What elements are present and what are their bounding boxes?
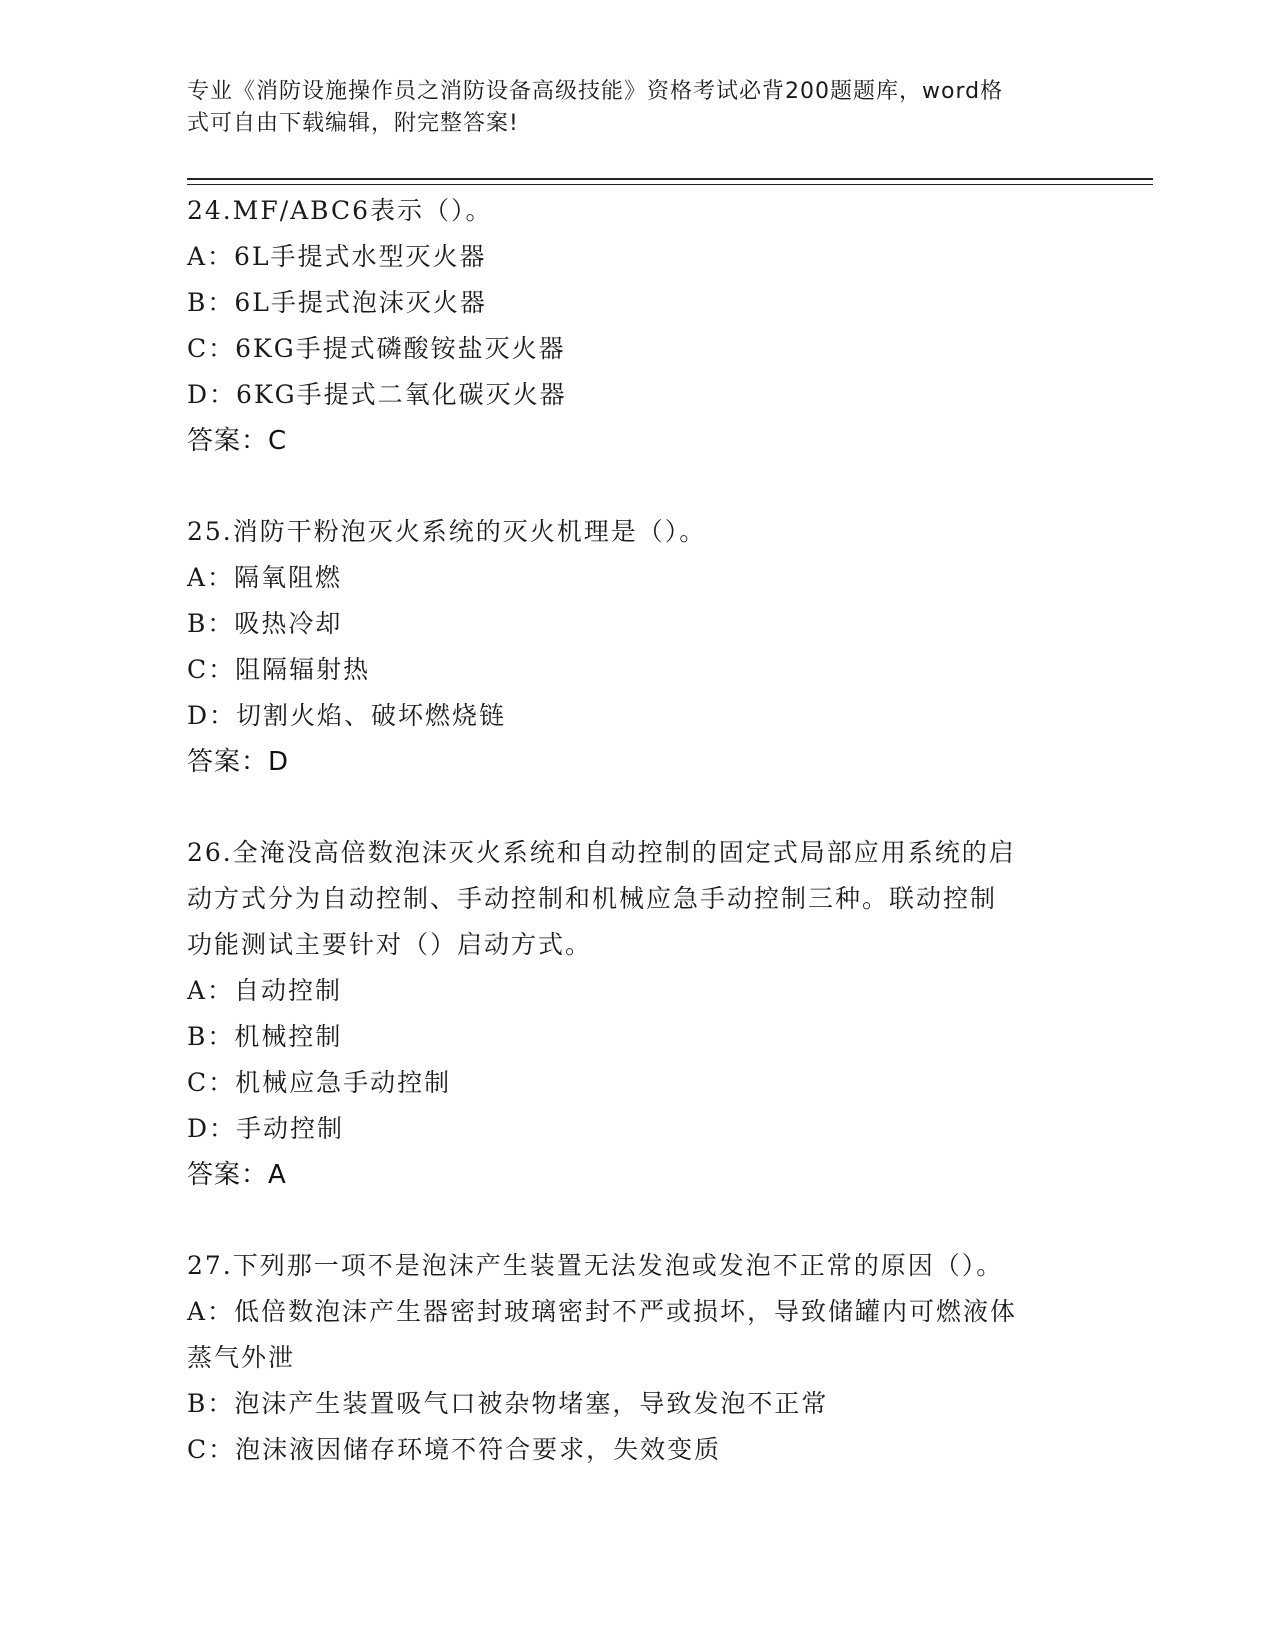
question-stem: 24.MF/ABC6表示（）。: [187, 196, 493, 225]
header-line-1: 专业《消防设施操作员之消防设备高级技能》资格考试必背200题题库，word格: [187, 79, 1004, 104]
question-27: [187, 1243, 1067, 1473]
option-b: B：泡沫产生装置吸气口被杂物堵塞，导致发泡不正常: [187, 1389, 829, 1418]
question-25: [187, 509, 1067, 785]
answer-label: 答案：C: [187, 426, 288, 456]
header-rule-thick: [187, 178, 1153, 180]
answer-label: 答案：A: [187, 1160, 287, 1190]
option-d: D：手动控制: [187, 1114, 345, 1143]
option-a: A：6L手提式水型灭火器: [187, 242, 487, 271]
answer-label: 答案：D: [187, 747, 290, 777]
option-b: B：吸热冷却: [187, 609, 343, 638]
option-d: D：6KG手提式二氧化碳灭火器: [187, 380, 567, 409]
option-d: D：切割火焰、破坏燃烧链: [187, 701, 507, 730]
option-b: B：机械控制: [187, 1022, 343, 1051]
header-line-2: 式可自由下载编辑，附完整答案!: [187, 111, 519, 136]
option-c: C：6KG手提式磷酸铵盐灭火器: [187, 334, 566, 363]
question-stem-line-2: 动方式分为自动控制、手动控制和机械应急手动控制三种。联动控制: [187, 884, 998, 913]
question-stem-line-1: 26.全淹没高倍数泡沫灭火系统和自动控制的固定式局部应用系统的启: [187, 838, 1016, 867]
option-a: A：隔氧阻燃: [187, 563, 343, 592]
header-rule-thin: [187, 184, 1153, 185]
question-list: [187, 188, 1067, 1473]
question-stem: 27.下列那一项不是泡沫产生装置无法发泡或发泡不正常的原因（）。: [187, 1251, 1004, 1280]
question-stem-line-3: 功能测试主要针对（）启动方式。: [187, 930, 593, 959]
option-a-line-1: A：低倍数泡沫产生器密封玻璃密封不严或损坏，导致储罐内可燃液体: [187, 1297, 1018, 1326]
document-header: [187, 76, 1067, 140]
question-24: [187, 188, 1067, 464]
option-a: A：自动控制: [187, 976, 343, 1005]
question-26: [187, 830, 1067, 1198]
option-a-line-2: 蒸气外泄: [187, 1343, 296, 1372]
option-c: C：机械应急手动控制: [187, 1068, 452, 1097]
option-c: C：泡沫液因储存环境不符合要求，失效变质: [187, 1435, 722, 1464]
option-b: B：6L手提式泡沫灭火器: [187, 288, 487, 317]
option-c: C：阻隔辐射热: [187, 655, 371, 684]
question-stem: 25.消防干粉泡灭火系统的灭火机理是（）。: [187, 517, 707, 546]
